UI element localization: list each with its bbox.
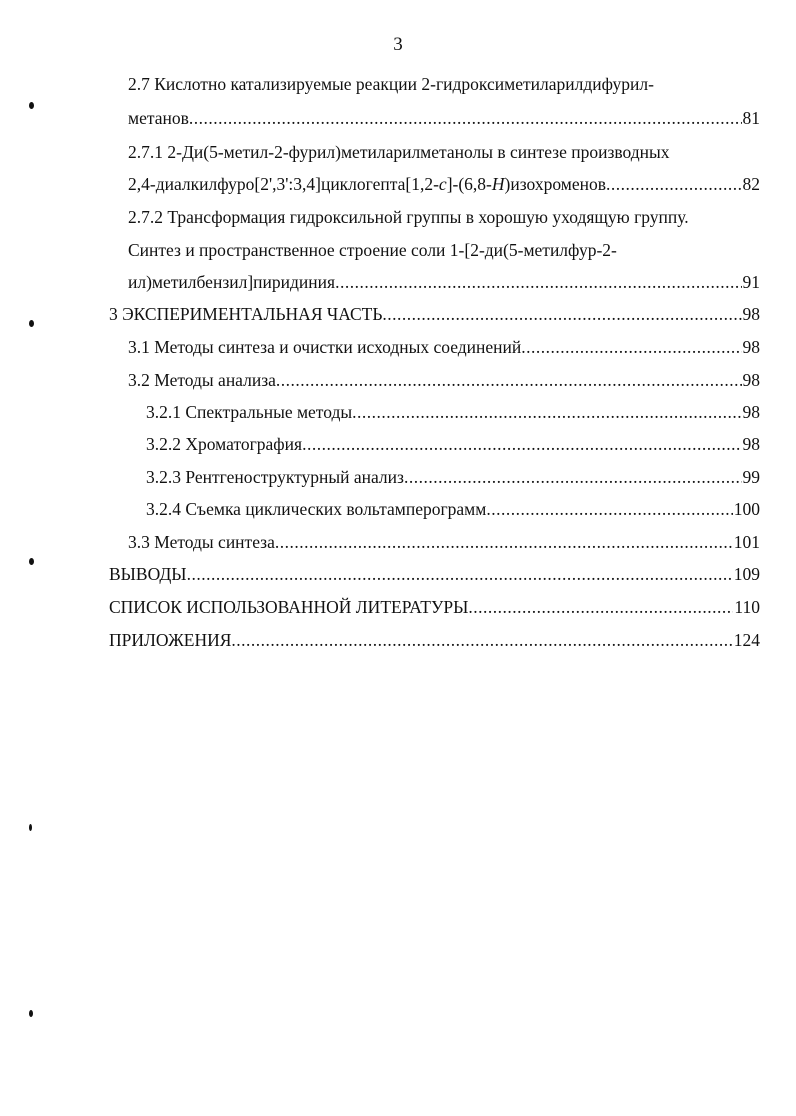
dot-leader [521,335,741,359]
toc-text: 3.3 Методы синтеза [128,532,275,552]
toc-page-number: 98 [742,304,760,324]
dot-leader [486,497,732,521]
binding-hole-mark [29,320,34,327]
toc-page-number: 82 [742,174,760,194]
toc-text: 3.2 Методы анализа [128,370,276,390]
toc-entry-references[interactable] [109,595,760,619]
dot-leader [382,302,741,326]
toc-text-italic: H [491,174,505,194]
toc-page-number: 100 [733,499,760,519]
toc-entry-2-7-line1 [128,72,768,96]
toc-page-number: 110 [734,597,760,617]
toc-entry-3-3[interactable] [128,530,760,554]
dot-leader [468,595,733,619]
dot-leader [302,432,741,456]
toc-page-number: 99 [742,467,760,487]
toc-text: 2.7.2 Трансформация гидроксильной группы в хорошую уходящую группу. [128,207,689,227]
toc-entry-2-7-2-line2 [128,238,768,262]
toc-text: метанов [128,108,189,128]
dot-leader [352,400,741,424]
dot-leader [404,465,742,489]
toc-text-part: ]-(6,8- [446,174,492,194]
toc-text: ВЫВОДЫ [109,564,187,584]
toc-text: СПИСОК ИСПОЛЬЗОВАННОЙ ЛИТЕРАТУРЫ [109,597,469,617]
dot-leader [276,368,742,392]
toc-page-number: 91 [742,272,760,292]
toc-page-number: 101 [733,532,760,552]
toc-text: 3.2.3 Рентгеноструктурный анализ [146,467,404,487]
binding-hole-mark [29,558,34,565]
dot-leader [275,530,733,554]
dot-leader [606,172,742,196]
toc-entry-3[interactable] [109,302,760,326]
toc-entry-2-7-2-line1 [128,205,768,229]
toc-text: 3.1 Методы синтеза и очистки исходных соединений [128,337,522,357]
toc-text: 3.2.1 Спектральные методы [146,402,353,422]
toc-text: 3.2.2 Хроматография [146,434,303,454]
toc-entry-appendices[interactable] [109,628,760,652]
page-number: 3 [393,34,403,55]
dot-leader [189,106,742,130]
dot-leader [335,270,741,294]
toc-entry-3-2[interactable] [128,368,760,392]
toc-text: 2.7.1 2-Ди(5-метил-2-фурил)метиларилметанолы в синтезе производных [128,142,670,162]
dot-leader [231,628,732,652]
toc-text [128,172,606,196]
toc-text: ПРИЛОЖЕНИЯ [109,630,232,650]
toc-entry-2-7-2[interactable] [128,270,760,294]
toc-text: 2.7 Кислотно катализируемые реакции 2-гидроксиметиларилдифурил- [128,74,654,94]
toc-entry-conclusions[interactable] [109,562,760,586]
toc-entry-2-7-1[interactable] [128,172,760,196]
toc-page-number: 109 [733,564,760,584]
toc-page-number: 81 [742,108,760,128]
toc-page-number: 98 [742,337,760,357]
toc-page-number: 124 [733,630,760,650]
toc-entry-3-2-3[interactable] [146,465,760,489]
toc-text-part: )изохроменов [504,174,606,194]
toc-page-number: 98 [742,434,760,454]
toc-entry-2-7-1-line1 [128,140,768,164]
toc-text: 3 ЭКСПЕРИМЕНТАЛЬНАЯ ЧАСТЬ [109,304,383,324]
binding-hole-mark [29,102,34,109]
toc-entry-3-2-1[interactable] [146,400,760,424]
toc-text-part: 2,4-диалкилфуро[2',3':3,4]циклогепта[1,2- [128,174,439,194]
toc-text: 3.2.4 Съемка циклических вольтамперограмм [146,499,487,519]
toc-entry-3-2-2[interactable] [146,432,760,456]
toc-page-number: 98 [742,370,760,390]
toc-text-italic: c [438,174,447,194]
toc-entry-3-2-4[interactable] [146,497,760,521]
toc-entry-3-1[interactable] [128,335,760,359]
binding-hole-mark [29,1010,33,1017]
toc-text: ил)метилбензил]пиридиния [128,272,336,292]
toc-page-number: 98 [742,402,760,422]
toc-entry-2-7[interactable] [128,106,760,130]
dot-leader [187,562,733,586]
toc-text: Синтез и пространственное строение соли 1-[2-ди(5-метилфур-2- [128,240,617,260]
binding-hole-mark [29,824,32,831]
